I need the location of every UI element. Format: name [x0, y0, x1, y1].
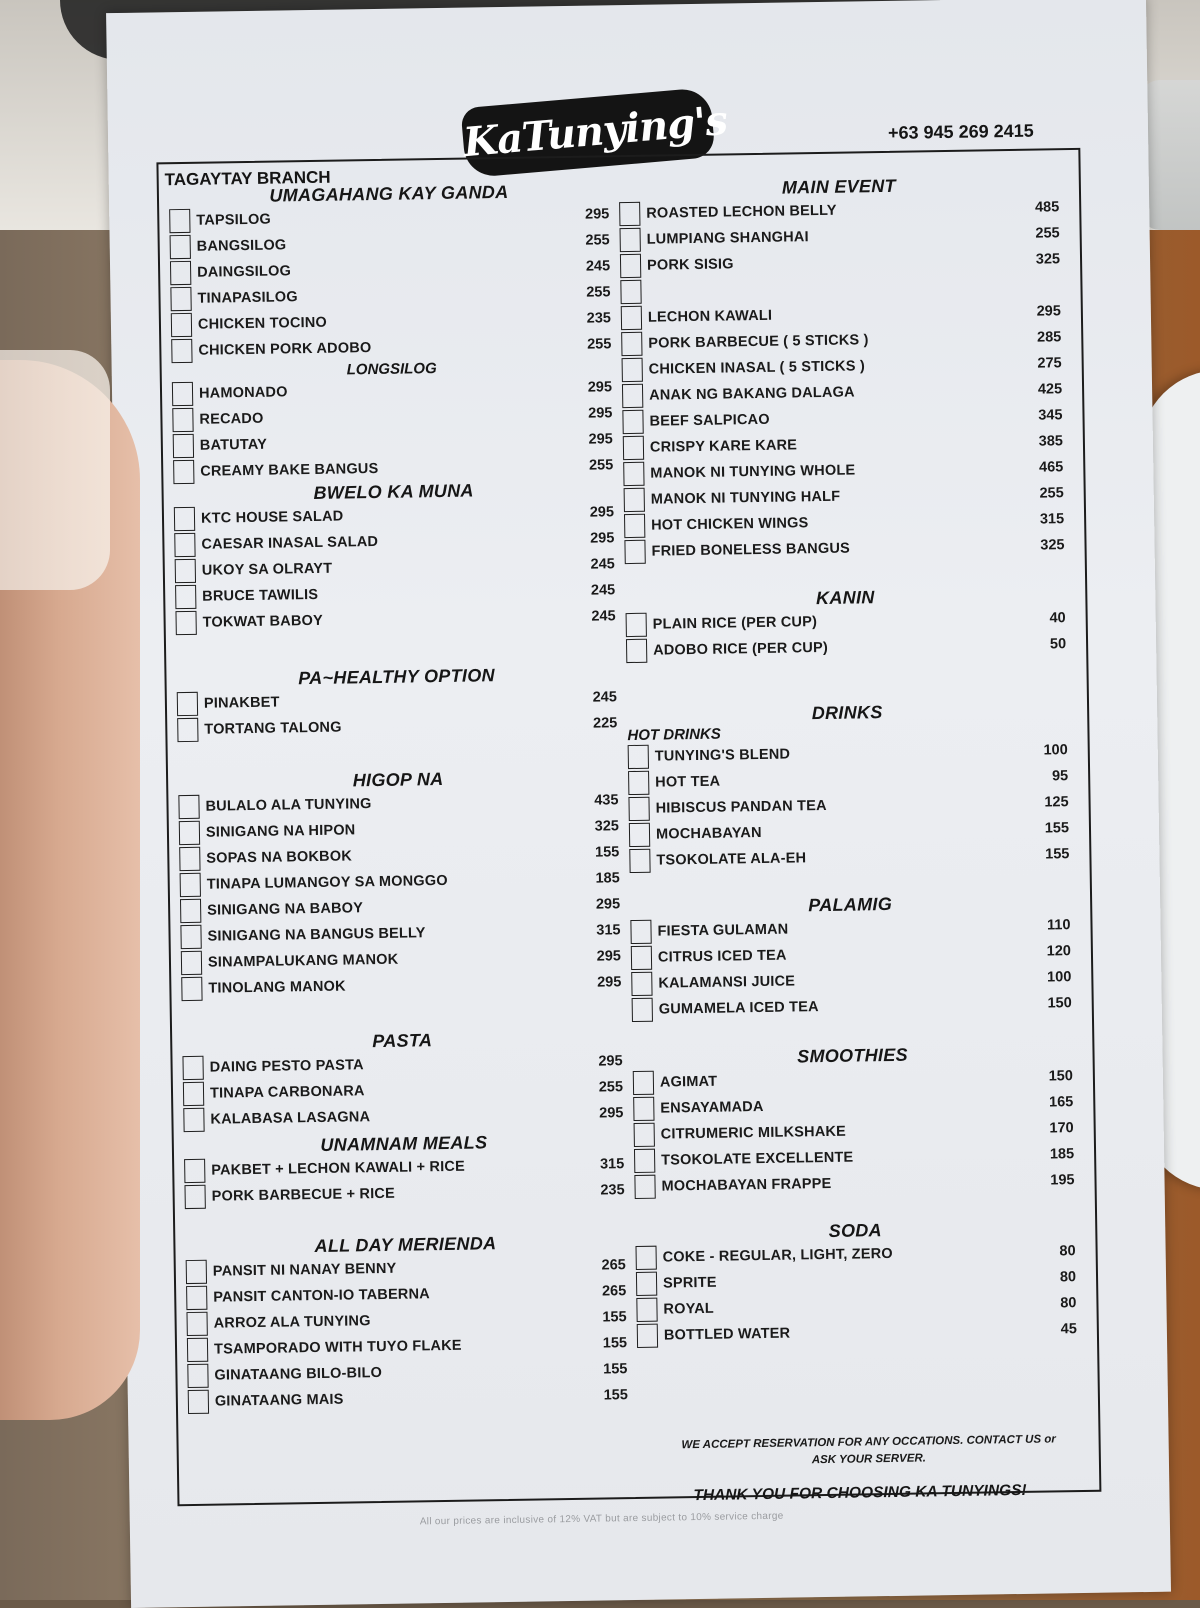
- item-price: 80: [1059, 1269, 1077, 1286]
- item-name: FIESTA GULAMAN: [657, 921, 789, 940]
- section-heading: ALL DAY MERIENDA: [314, 1233, 497, 1257]
- reservation-note: WE ACCEPT RESERVATION FOR ANY OCCATIONS. CONTACT US or ASK YOUR SERVER.: [681, 1433, 1056, 1467]
- order-checkbox[interactable]: [631, 946, 652, 970]
- item-name: MANOK NI TUNYING WHOLE: [650, 462, 856, 482]
- order-checkbox[interactable]: [175, 611, 196, 635]
- item-name: TORTANG TALONG: [204, 719, 342, 738]
- order-checkbox[interactable]: [180, 873, 201, 897]
- order-checkbox[interactable]: [186, 1286, 207, 1310]
- order-checkbox[interactable]: [622, 410, 643, 434]
- item-name: CRISPY KARE KARE: [649, 437, 798, 456]
- order-checkbox[interactable]: [171, 313, 192, 337]
- menu-item-row: [626, 631, 1066, 664]
- item-price: 275: [1037, 355, 1062, 372]
- menu-section-unamnam-meals: [184, 1130, 625, 1210]
- item-price: 155: [602, 1335, 628, 1352]
- item-name: TINOLANG MANOK: [208, 978, 346, 997]
- item-price: 295: [597, 974, 622, 991]
- item-name: TSAMPORADO WITH TUYO FLAKE: [213, 1337, 462, 1358]
- item-name: TINAPASILOG: [197, 289, 298, 307]
- menu-item-row: [183, 1100, 623, 1133]
- item-price: 155: [603, 1387, 628, 1404]
- order-checkbox[interactable]: [634, 1175, 655, 1199]
- item-name: ROASTED LECHON BELLY: [646, 202, 837, 222]
- item-name: ADOBO RICE (PER CUP): [653, 639, 829, 659]
- item-name: BOTTLED WATER: [663, 1325, 791, 1344]
- item-name: TUNYING'S BLEND: [654, 746, 791, 765]
- order-checkbox[interactable]: [173, 434, 194, 458]
- item-price: 255: [588, 457, 614, 474]
- item-price: 80: [1059, 1243, 1076, 1260]
- left-column: [169, 180, 628, 1415]
- order-checkbox[interactable]: [622, 384, 643, 408]
- order-checkbox[interactable]: [622, 358, 643, 382]
- cup-edge: [0, 350, 110, 590]
- item-name: KALABASA LASAGNA: [210, 1109, 371, 1128]
- item-name: TOKWAT BABOY: [202, 612, 324, 631]
- order-checkbox[interactable]: [186, 1260, 207, 1284]
- order-checkbox[interactable]: [636, 1298, 657, 1322]
- item-name: PANSIT NI NANAY BENNY: [212, 1260, 397, 1280]
- menu-section-hot-drinks: [627, 720, 1069, 874]
- item-name: TSOKOLATE ALA-EH: [656, 850, 807, 869]
- menu-section-longsilog: [172, 357, 614, 485]
- order-checkbox[interactable]: [633, 1071, 654, 1095]
- item-name: CHICKEN PORK ADOBO: [198, 340, 372, 359]
- item-name: ARROZ ALA TUNYING: [213, 1313, 371, 1332]
- item-price: 165: [1048, 1094, 1074, 1111]
- item-name: TSOKOLATE EXCELLENTE: [661, 1149, 854, 1169]
- menu-section-higop-na: [178, 766, 622, 1002]
- item-price: 155: [594, 844, 620, 861]
- order-checkbox[interactable]: [177, 692, 198, 716]
- item-name: HOT CHICKEN WINGS: [651, 515, 809, 534]
- item-name: HIBISCUS PANDAN TEA: [655, 797, 827, 817]
- order-checkbox[interactable]: [623, 436, 644, 460]
- item-name: HAMONADO: [198, 384, 288, 402]
- item-price: 110: [1046, 917, 1071, 934]
- order-checkbox[interactable]: [187, 1338, 208, 1362]
- item-name: SOPAS NA BOKBOK: [206, 848, 353, 867]
- item-price: 295: [588, 431, 613, 448]
- item-name: CREAMY BAKE BANGUS: [200, 460, 379, 480]
- item-price: 185: [595, 870, 620, 887]
- item-price: 425: [1037, 381, 1063, 398]
- item-name: PINAKBET: [203, 694, 280, 712]
- order-checkbox[interactable]: [175, 585, 196, 609]
- item-price: 255: [587, 336, 612, 353]
- item-price: 255: [586, 284, 611, 301]
- item-name: CITRUMERIC MILKSHAKE: [660, 1123, 847, 1143]
- order-checkbox[interactable]: [619, 202, 640, 226]
- menu-item-row: [632, 990, 1072, 1023]
- item-price: 315: [599, 1156, 625, 1173]
- item-price: 185: [1049, 1146, 1075, 1163]
- item-name: KALAMANSI JUICE: [658, 973, 796, 992]
- order-checkbox[interactable]: [626, 639, 647, 663]
- item-price: 295: [1036, 303, 1061, 320]
- section-heading: SODA: [828, 1220, 883, 1241]
- order-checkbox[interactable]: [181, 951, 202, 975]
- item-price: 295: [590, 530, 615, 547]
- section-heading: KANIN: [815, 587, 875, 609]
- item-price: 255: [585, 232, 610, 249]
- item-name: GUMAMELA ICED TEA: [658, 999, 819, 1018]
- menu-item-row: [634, 1167, 1074, 1200]
- order-checkbox[interactable]: [169, 209, 190, 233]
- item-price: 80: [1060, 1295, 1077, 1312]
- item-price: 285: [1036, 329, 1062, 346]
- item-price: 295: [588, 405, 613, 422]
- menu-item-row: [177, 710, 617, 743]
- order-checkbox[interactable]: [186, 1312, 207, 1336]
- item-name: BANGSILOG: [196, 237, 287, 255]
- thank-you-text: THANK YOU FOR CHOOSING KA TUNYINGS!: [693, 1481, 1027, 1505]
- order-checkbox[interactable]: [174, 507, 195, 531]
- item-price: 295: [595, 896, 621, 913]
- item-price: 315: [1039, 511, 1065, 528]
- order-checkbox[interactable]: [188, 1390, 209, 1414]
- item-name: TINAPA LUMANGOY SA MONGGO: [206, 872, 448, 893]
- order-checkbox[interactable]: [621, 306, 642, 330]
- order-checkbox[interactable]: [179, 821, 200, 845]
- item-name: PAKBET + LECHON KAWALI + RICE: [211, 1158, 466, 1179]
- menu-section-umagahang-kay-ganda: [169, 180, 612, 364]
- menu-item-row: [181, 969, 621, 1002]
- item-price: 100: [1046, 969, 1072, 986]
- right-column: [619, 173, 1077, 1349]
- item-name: PLAIN RICE (PER CUP): [652, 614, 818, 633]
- item-name: ANAK NG BAKANG DALAGA: [649, 384, 855, 404]
- item-price: 265: [601, 1257, 626, 1274]
- item-name: KTC HOUSE SALAD: [200, 508, 344, 527]
- order-checkbox[interactable]: [177, 718, 198, 742]
- order-checkbox[interactable]: [632, 998, 653, 1022]
- item-price: 225: [592, 715, 618, 732]
- item-name: BULALO ALA TUNYING: [205, 796, 372, 815]
- menu-section-all-day-merienda: [185, 1231, 628, 1415]
- item-price: 120: [1046, 943, 1072, 960]
- item-price: 155: [1045, 846, 1070, 863]
- menu-sheet: [106, 0, 1171, 1608]
- item-name: MOCHABAYAN: [655, 824, 762, 843]
- order-checkbox[interactable]: [621, 332, 642, 356]
- item-name: PORK BARBECUE + RICE: [211, 1185, 396, 1205]
- item-name: BRUCE TAWILIS: [202, 586, 319, 605]
- menu-item-row: [629, 841, 1069, 874]
- item-price: 45: [1060, 1321, 1077, 1338]
- section-heading: UNAMNAM MEALS: [320, 1132, 488, 1155]
- item-name: MOCHABAYAN FRAPPE: [661, 1175, 832, 1195]
- item-price: 315: [596, 922, 621, 939]
- item-name: LECHON KAWALI: [647, 307, 773, 326]
- section-heading: MAIN EVENT: [781, 175, 897, 198]
- section-heading: DRINKS: [811, 702, 883, 724]
- item-name: SINIGANG NA HIPON: [205, 822, 356, 841]
- section-heading: LONGSILOG: [346, 360, 437, 379]
- menu-item-row: [624, 532, 1064, 565]
- order-checkbox[interactable]: [183, 1108, 204, 1132]
- item-price: 170: [1049, 1120, 1074, 1137]
- item-name: ROYAL: [663, 1300, 715, 1318]
- item-price: 245: [590, 556, 615, 573]
- item-name: PANSIT CANTON-IO TABERNA: [213, 1286, 431, 1306]
- item-name: CAESAR INASAL SALAD: [201, 533, 379, 553]
- menu-section-main-event: [619, 173, 1065, 565]
- phone-number: +63 945 269 2415: [887, 120, 1034, 143]
- section-heading: UMAGAHANG KAY GANDA: [269, 181, 509, 206]
- order-checkbox[interactable]: [170, 261, 191, 285]
- item-name: GINATAANG BILO-BILO: [214, 1365, 383, 1384]
- item-price: 100: [1043, 742, 1068, 759]
- fine-print: All our prices are inclusive of 12% VAT but are subject to 10% service charge: [419, 1510, 784, 1528]
- item-price: 435: [594, 792, 619, 809]
- item-price: 195: [1050, 1172, 1075, 1189]
- item-price: 150: [1048, 1068, 1074, 1085]
- order-checkbox[interactable]: [626, 613, 647, 637]
- item-name: RECADO: [199, 410, 264, 428]
- item-price: 325: [1035, 251, 1061, 268]
- order-checkbox[interactable]: [184, 1159, 205, 1183]
- item-name: TAPSILOG: [196, 211, 272, 229]
- order-checkbox[interactable]: [179, 847, 200, 871]
- menu-section-smoothies: [632, 1042, 1074, 1200]
- order-checkbox[interactable]: [181, 977, 202, 1001]
- item-name: ENSAYAMADA: [660, 1098, 764, 1117]
- order-checkbox[interactable]: [170, 287, 191, 311]
- item-name: MANOK NI TUNYING HALF: [650, 488, 841, 508]
- item-name: UKOY SA OLRAYT: [201, 560, 333, 579]
- item-name: SINIGANG NA BANGUS BELLY: [207, 925, 426, 945]
- item-price: 245: [585, 258, 611, 275]
- item-name: PORK BARBECUE ( 5 STICKS ): [648, 332, 869, 352]
- item-price: 150: [1047, 995, 1072, 1012]
- order-checkbox[interactable]: [631, 972, 652, 996]
- order-checkbox[interactable]: [180, 925, 201, 949]
- item-name: DAINGSILOG: [197, 263, 292, 281]
- item-price: 255: [598, 1079, 624, 1096]
- item-price: 50: [1049, 636, 1067, 653]
- item-price: 155: [603, 1361, 628, 1378]
- order-checkbox[interactable]: [175, 559, 196, 583]
- item-price: 295: [598, 1053, 623, 1070]
- item-price: 295: [589, 504, 615, 521]
- order-checkbox[interactable]: [628, 745, 649, 769]
- item-name: TINAPA CARBONARA: [209, 1083, 365, 1102]
- order-checkbox[interactable]: [173, 460, 194, 484]
- item-price: 95: [1051, 768, 1069, 785]
- order-checkbox[interactable]: [629, 849, 650, 873]
- item-price: 265: [601, 1283, 627, 1300]
- item-name: CHICKEN INASAL ( 5 STICKS ): [648, 358, 866, 378]
- order-checkbox[interactable]: [624, 540, 645, 564]
- section-heading: PASTA: [372, 1030, 433, 1052]
- item-name: AGIMAT: [659, 1073, 718, 1091]
- menu-section-soda: [635, 1217, 1077, 1349]
- menu-item-row: [184, 1177, 624, 1210]
- item-price: 255: [1035, 225, 1060, 242]
- order-checkbox[interactable]: [170, 235, 191, 259]
- order-checkbox[interactable]: [182, 1056, 203, 1080]
- item-price: 245: [590, 582, 616, 599]
- item-price: 385: [1038, 433, 1064, 450]
- order-checkbox[interactable]: [623, 462, 644, 486]
- item-price: 465: [1038, 459, 1064, 476]
- item-price: 295: [596, 948, 622, 965]
- item-name: CHICKEN TOCINO: [197, 314, 328, 333]
- item-price: 325: [1040, 537, 1065, 554]
- order-checkbox[interactable]: [174, 533, 195, 557]
- item-price: 295: [587, 379, 613, 396]
- order-checkbox[interactable]: [634, 1123, 655, 1147]
- order-checkbox[interactable]: [628, 771, 649, 795]
- item-name: LUMPIANG SHANGHAI: [646, 229, 809, 248]
- order-checkbox[interactable]: [180, 899, 201, 923]
- section-heading: SMOOTHIES: [797, 1044, 909, 1067]
- item-price: 245: [591, 608, 616, 625]
- menu-section-kanin: [625, 584, 1066, 664]
- menu-item-row: [175, 603, 615, 636]
- order-checkbox[interactable]: [184, 1185, 205, 1209]
- order-checkbox[interactable]: [633, 1097, 654, 1121]
- section-heading: HIGOP NA: [352, 768, 444, 791]
- item-name: HOT TEA: [655, 773, 721, 791]
- order-checkbox[interactable]: [187, 1364, 208, 1388]
- menu-section-pa-healthy-option: [176, 663, 617, 743]
- order-checkbox[interactable]: [620, 228, 641, 252]
- item-name: SPRITE: [662, 1274, 717, 1292]
- item-price: 235: [586, 310, 612, 327]
- item-price: 235: [600, 1182, 625, 1199]
- item-name: BATUTAY: [199, 436, 268, 454]
- order-checkbox[interactable]: [636, 1272, 657, 1296]
- item-price: 245: [592, 689, 617, 706]
- menu-section-bwelo-ka-muna: [173, 478, 615, 636]
- order-checkbox[interactable]: [171, 339, 192, 363]
- order-checkbox[interactable]: [172, 408, 193, 432]
- item-name: SINAMPALUKANG MANOK: [207, 951, 399, 971]
- item-name: COKE - REGULAR, LIGHT, ZERO: [662, 1245, 893, 1266]
- item-price: 155: [1044, 820, 1070, 837]
- section-heading: BWELO KA MUNA: [313, 480, 474, 503]
- item-price: 325: [594, 818, 620, 835]
- order-checkbox[interactable]: [635, 1246, 656, 1270]
- section-heading: HOT DRINKS: [627, 725, 721, 745]
- order-checkbox[interactable]: [628, 797, 649, 821]
- order-checkbox[interactable]: [629, 823, 650, 847]
- order-checkbox[interactable]: [634, 1149, 655, 1173]
- item-name: BEEF SALPICAO: [649, 411, 770, 430]
- restaurant-logo: KaTunying's: [460, 87, 715, 178]
- item-price: 40: [1049, 610, 1066, 627]
- item-name: PORK SISIG: [646, 256, 734, 274]
- item-price: 345: [1038, 407, 1063, 424]
- section-heading: PA~HEALTHY OPTION: [298, 665, 495, 689]
- item-name: CITRUS ICED TEA: [657, 947, 787, 966]
- branch-label: TAGAYTAY BRANCH: [164, 167, 331, 190]
- item-price: 485: [1034, 199, 1060, 216]
- order-checkbox[interactable]: [183, 1082, 204, 1106]
- item-name: FRIED BONELESS BANGUS: [651, 540, 851, 560]
- item-price: 295: [584, 206, 610, 223]
- order-checkbox[interactable]: [620, 280, 641, 304]
- item-price: 255: [1039, 485, 1064, 502]
- menu-section-palamig: [630, 891, 1072, 1023]
- section-heading: PALAMIG: [808, 893, 893, 916]
- item-name: GINATAANG MAIS: [214, 1391, 344, 1410]
- item-price: 155: [602, 1309, 627, 1326]
- order-checkbox[interactable]: [178, 795, 199, 819]
- item-price: 125: [1044, 794, 1069, 811]
- item-price: 295: [599, 1105, 624, 1122]
- order-checkbox[interactable]: [630, 920, 651, 944]
- item-name: DAING PESTO PASTA: [209, 1057, 364, 1076]
- order-checkbox[interactable]: [624, 488, 645, 512]
- menu-section-pasta: [182, 1027, 624, 1133]
- order-checkbox[interactable]: [624, 514, 645, 538]
- order-checkbox[interactable]: [620, 254, 641, 278]
- order-checkbox[interactable]: [637, 1324, 658, 1348]
- order-checkbox[interactable]: [172, 382, 193, 406]
- item-name: SINIGANG NA BABOY: [207, 900, 364, 919]
